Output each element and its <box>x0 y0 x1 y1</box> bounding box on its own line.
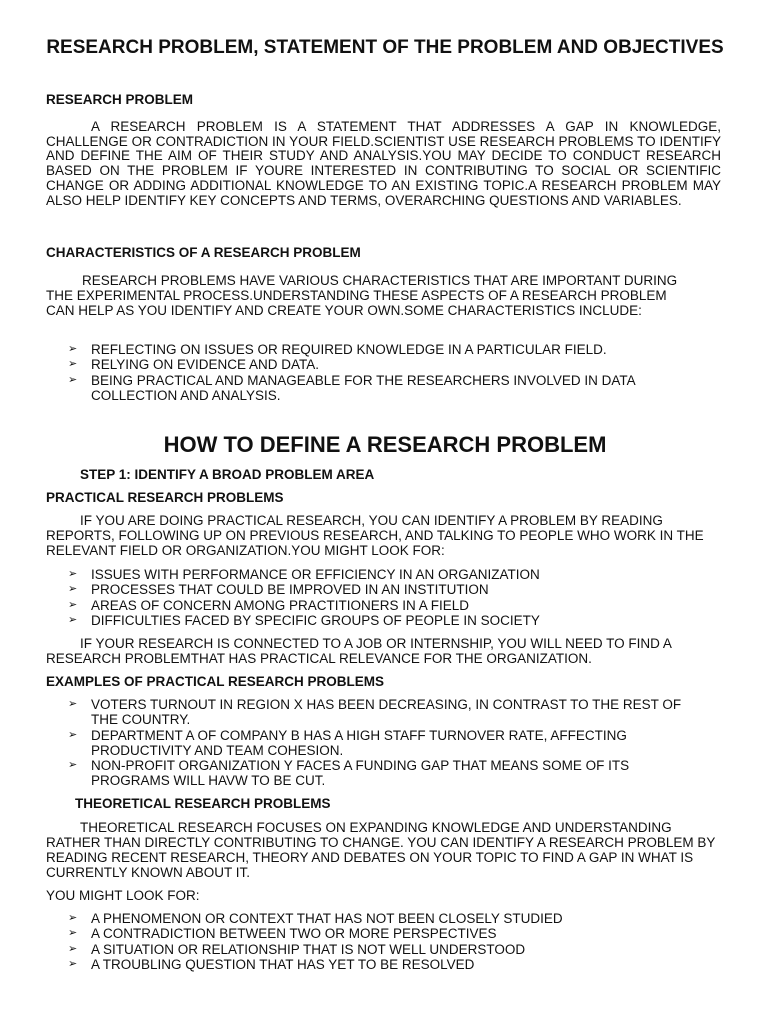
heading-characteristics: CHARACTERISTICS OF A RESEARCH PROBLEM <box>46 245 361 260</box>
heading-how-to-define: HOW TO DEFINE A RESEARCH PROBLEM <box>163 432 607 457</box>
arrow-bullet-icon: ➢ <box>68 759 78 772</box>
arrow-bullet-icon: ➢ <box>68 373 78 386</box>
heading-theoretical: THEORETICAL RESEARCH PROBLEMS <box>75 796 331 811</box>
paragraph-research-problem: A RESEARCH PROBLEM IS A STATEMENT THAT ADDRESSES A GAP IN KNOWLEDGE, CHALLENGE OR CONTRADICTION IN YOUR FIELD.SCIENTIST USE RESEARCH PROBLEMS TO IDENTIFY AND DEFINE THE AIM OF THEIR STUDY AND ANALYSIS.YOU MAY DECIDE TO CONDUCT RESEARCH BASED ON THE PROBLEM IF YOURE INTERESTED IN CONTRIBUTING TO SOCIAL OR SCIENTIFIC CHANGE OR ADDING ADDITIONAL KNOWLEDGE TO AN EXISTING TOPIC.A RESEARCH PROBLEM MAY ALSO HELP IDENTIFY KEY CONCEPTS AND TERMS, OVERARCHING QUESTIONS AND VARIABLES. <box>46 119 721 208</box>
list-item: ➢ DEPARTMENT A OF COMPANY B HAS A HIGH STAFF TURNOVER RATE, AFFECTING PRODUCTIVITY AND TEAM COHESION. <box>68 727 627 758</box>
arrow-bullet-icon: ➢ <box>68 942 78 955</box>
list-item: ➢ A SITUATION OR RELATIONSHIP THAT IS NOT WELL UNDERSTOOD <box>68 941 526 957</box>
list-practical <box>46 567 706 628</box>
list-item: ➢ REFLECTING ON ISSUES OR REQUIRED KNOWLEDGE IN A PARTICULAR FIELD. <box>68 342 607 357</box>
list-item: ➢ VOTERS TURNOUT IN REGION X HAS BEEN DECREASING, IN CONTRAST TO THE REST OF THE COUNTRY. <box>68 697 682 728</box>
list-item: ➢ DIFFICULTIES FACED BY SPECIFIC GROUPS OF PEOPLE IN SOCIETY <box>68 612 540 628</box>
arrow-bullet-icon: ➢ <box>68 598 78 611</box>
list-item: ➢ A CONTRADICTION BETWEEN TWO OR MORE PERSPECTIVES <box>68 926 497 942</box>
list-item: ➢ ISSUES WITH PERFORMANCE OR EFFICIENCY IN AN ORGANIZATION <box>68 567 540 582</box>
arrow-bullet-icon: ➢ <box>68 343 78 355</box>
paragraph-look-for: YOU MIGHT LOOK FOR: <box>46 888 200 903</box>
arrow-bullet-icon: ➢ <box>68 613 78 626</box>
paragraph-practical-relevance: IF YOUR RESEARCH IS CONNECTED TO A JOB OR INTERNSHIP, YOU WILL NEED TO FIND A RESEARCH PROBLEMTHAT HAS PRACTICAL RELEVANCE FOR THE ORGANIZATION. <box>46 636 672 666</box>
arrow-bullet-icon: ➢ <box>68 728 78 741</box>
arrow-bullet-icon: ➢ <box>68 957 78 970</box>
paragraph-theoretical: THEORETICAL RESEARCH FOCUSES ON EXPANDING KNOWLEDGE AND UNDERSTANDING RATHER THAN DIRECTLY CONTRIBUTING TO CHANGE. YOU CAN IDENTIFY A RESEARCH PROBLEM BY READING RECENT RESEARCH, THEORY AND DEBATES ON YOUR TOPIC TO FIND A GAP IN WHAT IS CURRENTLY KNOWN ABOUT IT. <box>46 820 716 880</box>
list-characteristics <box>46 342 706 403</box>
heading-step-1: STEP 1: IDENTIFY A BROAD PROBLEM AREA <box>80 467 375 482</box>
arrow-bullet-icon: ➢ <box>68 568 78 580</box>
list-item: ➢ NON-PROFIT ORGANIZATION Y FACES A FUNDING GAP THAT MEANS SOME OF ITS PROGRAMS WILL HAVW TO BE CUT. <box>68 758 630 789</box>
list-theoretical <box>46 911 706 972</box>
paragraph-characteristics: RESEARCH PROBLEMS HAVE VARIOUS CHARACTERISTICS THAT ARE IMPORTANT DURING THE EXPERIMENTAL PROCESS.UNDERSTANDING THESE ASPECTS OF A RESEARCH PROBLEM CAN HELP AS YOU IDENTIFY AND CREATE YOUR OWN.SOME CHARACTERISTICS INCLUDE: <box>46 273 678 318</box>
list-item: ➢ BEING PRACTICAL AND MANAGEABLE FOR THE RESEARCHERS INVOLVED IN DATA COLLECTION AND ANALYSIS. <box>68 372 635 403</box>
list-examples <box>46 697 706 789</box>
list-item: ➢ A TROUBLING QUESTION THAT HAS YET TO BE RESOLVED <box>68 956 475 972</box>
arrow-bullet-icon: ➢ <box>68 912 78 924</box>
arrow-bullet-icon: ➢ <box>68 583 78 596</box>
list-item: ➢ PROCESSES THAT COULD BE IMPROVED IN AN INSTITUTION <box>68 582 489 598</box>
arrow-bullet-icon: ➢ <box>68 358 78 371</box>
heading-practical: PRACTICAL RESEARCH PROBLEMS <box>46 490 284 505</box>
document-title: RESEARCH PROBLEM, STATEMENT OF THE PROBLEM AND OBJECTIVES <box>46 37 724 58</box>
paragraph-practical: IF YOU ARE DOING PRACTICAL RESEARCH, YOU CAN IDENTIFY A PROBLEM BY READING REPORTS, FOLLOWING UP ON PREVIOUS RESEARCH, AND TALKING TO PEOPLE WHO WORK IN THE RELEVANT FIELD OR ORGANIZATION.YOU MIGHT LOOK FOR: <box>46 513 704 558</box>
list-item: ➢ AREAS OF CONCERN AMONG PRACTITIONERS IN A FIELD <box>68 597 470 613</box>
arrow-bullet-icon: ➢ <box>68 927 78 940</box>
list-item: ➢ RELYING ON EVIDENCE AND DATA. <box>68 357 320 373</box>
list-item: ➢ A PHENOMENON OR CONTEXT THAT HAS NOT BEEN CLOSELY STUDIED <box>68 911 563 926</box>
heading-research-problem: RESEARCH PROBLEM <box>46 92 194 107</box>
arrow-bullet-icon: ➢ <box>68 698 78 710</box>
heading-examples: EXAMPLES OF PRACTICAL RESEARCH PROBLEMS <box>46 674 385 689</box>
